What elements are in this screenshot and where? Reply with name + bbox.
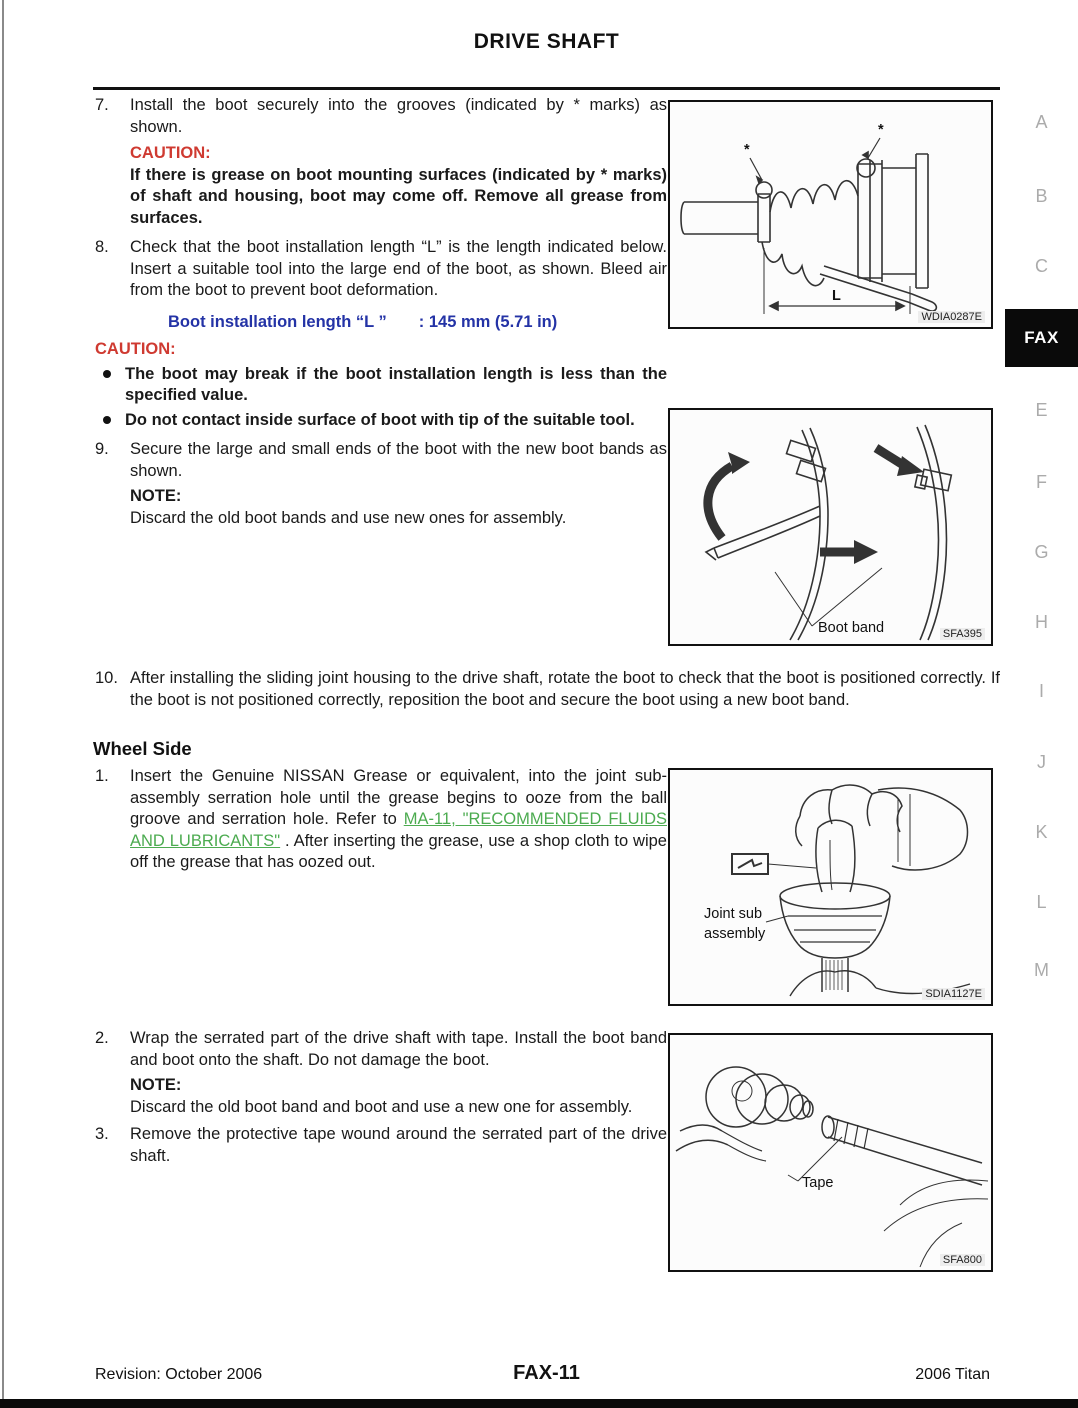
footer-revision: Revision: October 2006 [95, 1366, 263, 1383]
sidebar-tab-h: H [1035, 612, 1048, 632]
step-10-number: 10. [95, 669, 118, 687]
title-divider [93, 87, 1000, 90]
dimension-l-label: L [832, 288, 841, 304]
wheel-steps-2-3-block [95, 1028, 667, 1169]
wheel-step-3-number: 3. [95, 1125, 109, 1143]
sidebar-tab-k: K [1035, 822, 1048, 842]
caution-bullet-1 [95, 364, 667, 407]
spec-label: Boot installation length “L ” [168, 312, 387, 331]
tape-label: Tape [802, 1175, 834, 1191]
wheel-step-1-text [130, 766, 667, 874]
sidebar-tab-i: I [1038, 681, 1044, 701]
step-9-number: 9. [95, 440, 109, 458]
wheel-step-1-text-after: . After inserting the grease, use a shop cloth to wipe off the grease that has oozed out. [130, 831, 667, 871]
wheel-step-1-number: 1. [95, 767, 109, 785]
sidebar-tab-fax-active: FAX [1005, 309, 1078, 367]
wheel-step-1 [95, 766, 667, 874]
sidebar-tab-b: B [1035, 186, 1048, 206]
footer-page-number: FAX-11 [513, 1362, 580, 1384]
wheel-step-3 [95, 1124, 667, 1167]
caution-bullet-2-text: Do not contact inside surface of boot with tip of the suitable tool. [125, 410, 635, 429]
step-8-number: 8. [95, 238, 109, 256]
joint-sub-label-line1: Joint sub [704, 906, 763, 922]
wheel-step-1-block [95, 766, 667, 876]
sidebar-tab-c: C [1035, 256, 1048, 276]
sidebar-tab-j: J [1037, 752, 1046, 772]
joint-sub-assembly-illustration [670, 770, 991, 1004]
step-7 [95, 95, 667, 138]
caution-text-1: If there is grease on boot mounting surfaces (indicated by * marks) of shaft and housing, boot may come off. Remove all grease from surfaces. [130, 165, 667, 227]
page-left-border [2, 0, 4, 1408]
note-text-1: Discard the old boot bands and use new ones for assembly. [130, 508, 567, 527]
spec-value: : 145 mm (5.71 in) [418, 312, 558, 331]
page-bottom-bar [0, 1399, 1078, 1408]
boot-grooves-illustration [670, 102, 991, 327]
step-8-text: Check that the boot installation length “L” is the length indicated below. Insert a suitable tool into the large end of the boot, as shown. Bleed air from the boot to prevent boot deformation. [130, 238, 667, 299]
figure-joint-sub-assembly [668, 768, 993, 1006]
figure-code: SFA395 [940, 628, 985, 640]
figure-boot-band [668, 408, 993, 646]
sidebar-tab-m: M [1034, 960, 1049, 980]
sidebar-tab-a: A [1035, 112, 1048, 132]
figure-tape [668, 1033, 993, 1272]
sidebar-tab-l: L [1036, 892, 1047, 912]
wheel-side-heading: Wheel Side [93, 738, 192, 759]
figure-code: SDIA1127E [922, 988, 985, 1000]
wheel-step-2-text: Wrap the serrated part of the drive shaft with tape. Install the boot band and boot onto the shaft. Do not damage the boot. [130, 1029, 667, 1069]
footer-model: 2006 Titan [915, 1366, 990, 1383]
ma-11-link[interactable]: MA-11, "RECOMMENDED FLUIDS AND LUBRICANTS" [130, 810, 667, 850]
tape-illustration [670, 1035, 991, 1270]
sidebar-tab-g: G [1034, 542, 1049, 562]
wheel-step-2-number: 2. [95, 1029, 109, 1047]
wheel-step-2 [95, 1028, 667, 1071]
step-10-block [95, 668, 1000, 713]
step-8 [95, 237, 667, 302]
steps-7-9-block [95, 95, 667, 529]
asterisk-mark: * [878, 122, 884, 138]
bullet-icon [95, 410, 125, 432]
boot-band-label: Boot band [818, 620, 885, 636]
note-label-1: NOTE: [130, 487, 182, 505]
figure-code: WDIA0287E [918, 311, 985, 323]
step-7-text: Install the boot securely into the grooves (indicated by * marks) as shown. [130, 96, 667, 136]
page-title: DRIVE SHAFT [473, 30, 620, 53]
note-text-2: Discard the old boot band and boot and use a new one for assembly. [130, 1097, 633, 1116]
boot-length-spec [168, 312, 667, 334]
sidebar-tab-e: E [1035, 400, 1048, 420]
figure-boot-grooves [668, 100, 993, 329]
sidebar-tab-f: F [1036, 472, 1047, 492]
step-7-number: 7. [95, 96, 109, 114]
step-10 [95, 668, 1000, 711]
boot-band-illustration [670, 410, 991, 644]
note-label-2: NOTE: [130, 1076, 182, 1094]
caution-label-1: CAUTION: [130, 144, 211, 162]
wheel-step-3-text: Remove the protective tape wound around the serrated part of the drive shaft. [130, 1125, 667, 1165]
step-9 [95, 439, 667, 482]
bullet-icon [95, 364, 125, 407]
joint-sub-label-line2: assembly [704, 926, 766, 942]
step-10-text: After installing the sliding joint housing to the drive shaft, rotate the boot to check that the boot is positioned correctly. If the boot is not positioned correctly, reposition the boot and secure the boot using a new boot band. [130, 669, 1000, 709]
figure-code: SFA800 [940, 1254, 985, 1266]
caution-bullet-1-text: The boot may break if the boot installation length is less than the specified value. [125, 364, 667, 404]
step-9-text: Secure the large and small ends of the boot with the new boot bands as shown. [130, 440, 667, 480]
caution-bullet-2 [95, 410, 667, 432]
wheel-step-1-text-before: Insert the Genuine NISSAN Grease or equivalent, into the joint sub-assembly serration hole until the grease begins to ooze from the ball groove and serration hole. Refer to [130, 767, 667, 828]
asterisk-mark: * [744, 142, 750, 158]
caution-label-2: CAUTION: [95, 340, 176, 358]
